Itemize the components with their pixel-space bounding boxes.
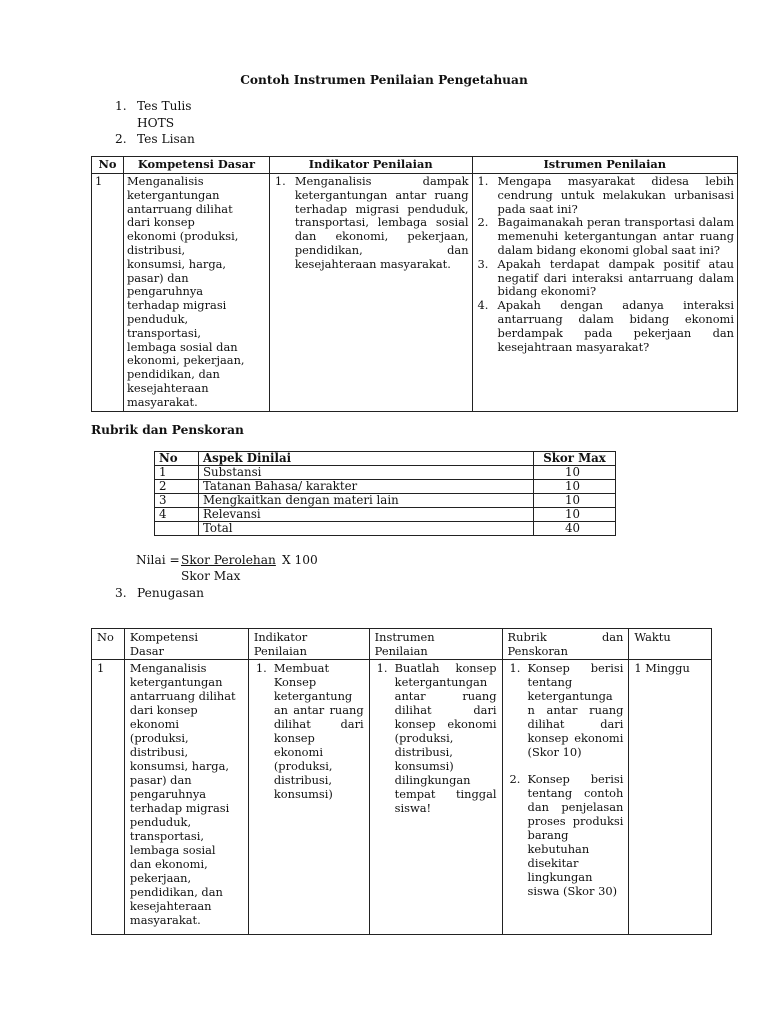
row-number: 1 bbox=[155, 466, 199, 480]
list-item-text: Tes Lisan bbox=[137, 132, 195, 146]
instrumen-cell bbox=[369, 660, 502, 935]
skor-cell: 10 bbox=[534, 466, 616, 480]
list-item-text: Tes Tulis bbox=[137, 99, 192, 113]
list-item bbox=[375, 661, 497, 815]
indikator-list bbox=[254, 661, 364, 801]
indikator-list bbox=[273, 175, 469, 272]
rubrik-table bbox=[154, 451, 616, 536]
column-header bbox=[248, 629, 369, 660]
kompetensi-dasar-cell bbox=[123, 174, 269, 412]
table-row bbox=[92, 174, 738, 412]
section-heading: Rubrik dan Penskoran bbox=[91, 423, 244, 437]
list-item bbox=[508, 661, 624, 759]
table-total-row bbox=[155, 522, 616, 536]
list-item-number: 1. bbox=[274, 174, 286, 188]
indikator-cell bbox=[269, 174, 472, 412]
penugasan-table bbox=[91, 628, 712, 935]
rubrik-list bbox=[508, 661, 624, 898]
list-item-number: 2. bbox=[477, 215, 489, 230]
list-item-text: HOTS bbox=[137, 116, 175, 130]
indikator-cell bbox=[248, 660, 369, 935]
rubrik-header-word: Rubrik bbox=[507, 630, 547, 644]
table-header-row bbox=[92, 629, 712, 660]
list-item bbox=[476, 258, 734, 299]
instrumen-list bbox=[476, 175, 734, 354]
rubrik-cell bbox=[502, 660, 629, 935]
row-number: 3 bbox=[155, 494, 199, 508]
instrumen-cell bbox=[472, 174, 737, 412]
page-title: Contoh Instrumen Penilaian Pengetahuan bbox=[240, 73, 528, 87]
instrument-table bbox=[91, 156, 738, 412]
list-item bbox=[476, 175, 734, 216]
column-header: No bbox=[92, 629, 125, 660]
table-header-row bbox=[155, 452, 616, 466]
list-item-text: Bagaimanakah peran transportasi dalam memenuhi ketergantungan antar ruang dalam bidang ekonomi global saat ini? bbox=[497, 215, 734, 257]
list-item-text: Buatlah konsep ketergantungan antar ruang dilihat dari konsep ekonomi (produksi, distribusi, konsumsi) dilingkungan tempat tinggal siswa! bbox=[394, 661, 497, 815]
list-item-number: 3. bbox=[115, 586, 127, 600]
list-item bbox=[254, 661, 364, 801]
row-number bbox=[155, 522, 199, 536]
list-item-text: Apakah terdapat dampak positif atau negatif dari interaksi antarruang dalam bidang ekonomi? bbox=[497, 256, 734, 299]
column-header: No bbox=[155, 452, 199, 466]
row-number: 1 bbox=[92, 174, 124, 412]
list-item-number: 2. bbox=[509, 772, 521, 786]
table-row bbox=[92, 660, 712, 935]
instrumen-list bbox=[375, 661, 497, 815]
list-item-text: Konsep berisi tentang contoh dan penjelasan proses produksi barang kebutuhan disekitar lingkungan siswa (Skor 30) bbox=[527, 772, 624, 898]
skor-cell: 40 bbox=[534, 522, 616, 536]
list-item bbox=[476, 299, 734, 354]
kompetensi-dasar-cell bbox=[124, 660, 248, 935]
aspek-cell: Substansi bbox=[198, 466, 533, 480]
rubrik-header-word: Penskoran bbox=[507, 644, 568, 658]
formula-numerator: Skor Perolehan bbox=[181, 553, 276, 567]
table-row bbox=[155, 466, 616, 480]
skor-cell: 10 bbox=[534, 494, 616, 508]
formula-label: Nilai = bbox=[136, 553, 180, 567]
list-item-text: Konsep berisi tentang ketergantunga n antar ruang dilihat dari konsep ekonomi (Skor 10) bbox=[527, 661, 624, 759]
table-row bbox=[155, 480, 616, 494]
list-item-text: Mengapa masyarakat didesa lebih cendrung untuk melakukan urbanisasi pada saat ini? bbox=[497, 174, 734, 216]
list-item-number: 1. bbox=[115, 99, 127, 113]
row-number: 4 bbox=[155, 508, 199, 522]
formula-multiplier: X 100 bbox=[282, 553, 318, 567]
list-item-number: 1. bbox=[376, 661, 388, 675]
list-item-text: Menganalisis dampak ketergantungan antar ruang terhadap migrasi penduduk, transportasi, lembaga sosial dan ekonomi, pekerjaan, pendidikan, dan kesejahteraan masyarakat. bbox=[294, 174, 469, 271]
column-header: Istrumen Penilaian bbox=[472, 157, 737, 174]
waktu-cell: 1 Minggu bbox=[629, 660, 712, 935]
list-item-number: 2. bbox=[115, 132, 127, 146]
column-header: Skor Max bbox=[534, 452, 616, 466]
rubrik-header-line bbox=[508, 630, 624, 644]
column-header: Kompetensi Dasar bbox=[123, 157, 269, 174]
aspek-cell: Mengkaitkan dengan materi lain bbox=[198, 494, 533, 508]
skor-cell: 10 bbox=[534, 480, 616, 494]
table-row bbox=[155, 494, 616, 508]
list-item-number: 1. bbox=[255, 661, 267, 675]
column-header-text: Kompetensi Dasar bbox=[129, 630, 198, 658]
list-item-text: Apakah dengan adanya interaksi antarruang dalam bidang ekonomi berdampak pada pekerjaan dan kesejahtraan masyarakat? bbox=[497, 298, 734, 354]
column-header-text: Instrumen Penilaian bbox=[374, 630, 435, 658]
formula-denominator: Skor Max bbox=[181, 569, 241, 583]
kompetensi-dasar-text: Menganalisis ketergantungan antarruang dilihat dari konsep ekonomi (produksi, distribusi, konsumsi, harga, pasar) dan pengaruhnya terhadap migrasi penduduk, transportasi, lembaga sosial dan ekonomi, pekerjaan, pendidikan, dan kesejahteraan masyarakat. bbox=[129, 661, 236, 927]
skor-cell: 10 bbox=[534, 508, 616, 522]
list-item bbox=[476, 216, 734, 257]
column-header: No bbox=[92, 157, 124, 174]
list-item-number: 1. bbox=[509, 661, 521, 675]
list-item-text: Membuat Konsep ketergantung an antar ruang dilihat dari konsep ekonomi (produksi, distribusi, konsumsi) bbox=[273, 661, 364, 801]
aspek-cell: Tatanan Bahasa/ karakter bbox=[198, 480, 533, 494]
column-header bbox=[502, 629, 629, 660]
list-item bbox=[508, 772, 624, 898]
rubrik-header-word: dan bbox=[601, 630, 624, 644]
table-row bbox=[155, 508, 616, 522]
list-item-number: 4. bbox=[477, 298, 489, 313]
column-header-text: Indikator Penilaian bbox=[253, 630, 308, 658]
aspek-cell: Relevansi bbox=[198, 508, 533, 522]
aspek-cell: Total bbox=[198, 522, 533, 536]
list-item-text: Penugasan bbox=[137, 586, 205, 600]
list-item-number: 3. bbox=[477, 256, 489, 271]
column-header: Indikator Penilaian bbox=[269, 157, 472, 174]
row-number: 2 bbox=[155, 480, 199, 494]
table-header-row bbox=[92, 157, 738, 174]
column-header bbox=[124, 629, 248, 660]
list-item-number: 1. bbox=[477, 174, 489, 188]
row-number: 1 bbox=[92, 660, 125, 935]
column-header bbox=[369, 629, 502, 660]
list-item bbox=[273, 175, 469, 272]
column-header: Aspek Dinilai bbox=[198, 452, 533, 466]
kompetensi-dasar-text: Menganalisis ketergantungan antarruang dilihat dari konsep ekonomi (produksi, distribusi, konsumsi, harga, pasar) dan pengaruhnya terhadap migrasi penduduk, transportasi, lembaga sosial dan ekonomi, pekerjaan, pendidikan, dan kesejahteraan masyarakat. bbox=[126, 174, 245, 409]
column-header: Waktu bbox=[629, 629, 712, 660]
